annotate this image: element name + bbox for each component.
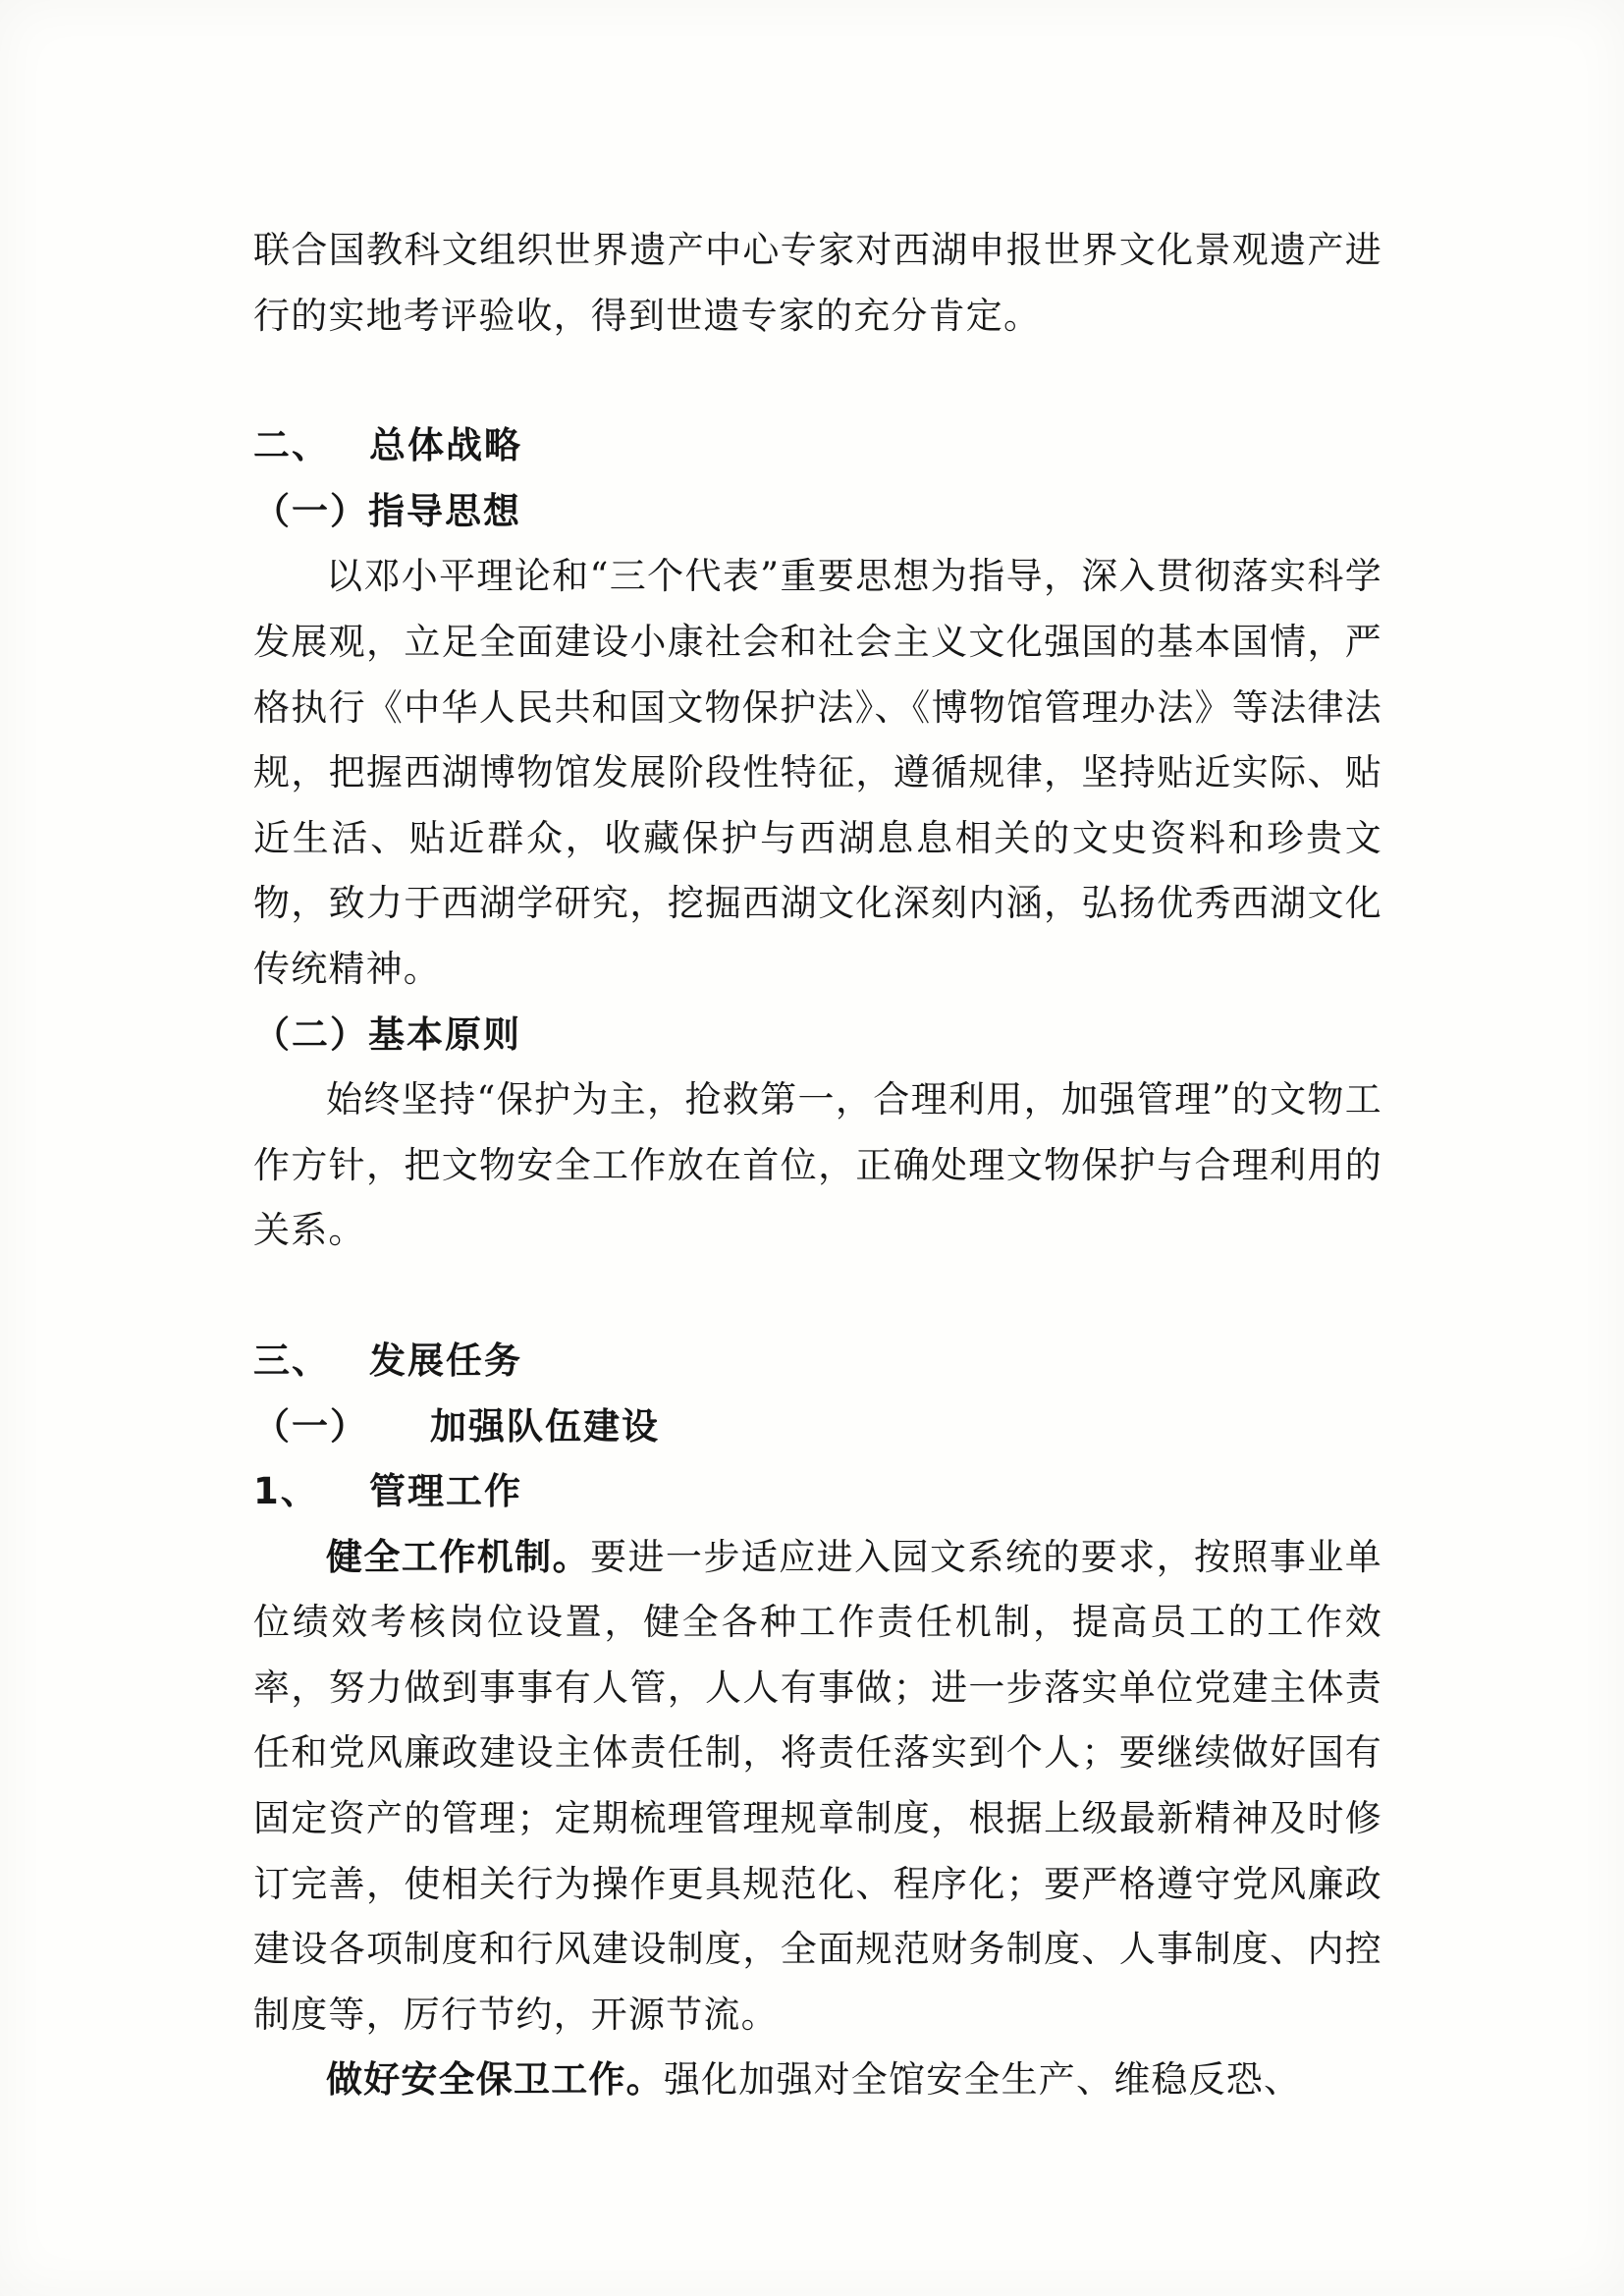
spacer [253, 1264, 1382, 1329]
spacer [253, 349, 1382, 413]
security-lead: 做好安全保卫工作。 [326, 2058, 664, 2102]
work-mechanism-body: 要进一步适应进入园文系统的要求，按照事业单位绩效考核岗位设置，健全各种工作责任机制，提高员工的工作效率，努力做到事事有人管，人人有事做；进一步落实单位党建主体责任和党风廉政建设主体责任制，将责任落实到个人；要继续做好国有固定资产的管理；定期梳理管理规章制度，根据上级最新精神及时修订完善，使相关行为操作更具规范化、程序化；要严格遵守党风廉政建设各项制度和行风建设制度，全面规范财务制度、人事制度、内控制度等，厉行节约，开源节流。 [253, 1535, 1382, 2036]
section-3-sub1-title: 加强队伍建设 [430, 1404, 660, 1448]
work-mechanism-paragraph [253, 1525, 1382, 2049]
section-2-sub1-number: （一） [253, 489, 368, 532]
section-3-number: 三、 [253, 1339, 330, 1382]
section-2-sub1-heading [253, 479, 1382, 545]
section-2-number: 二、 [253, 424, 330, 467]
section-2-sub1-title: 指导思想 [368, 489, 521, 532]
section-3-item1-heading [253, 1459, 1382, 1525]
section-3-item1-title: 管理工作 [369, 1470, 522, 1513]
section-3-item1-number: 1、 [253, 1470, 319, 1513]
section-3-sub1-heading [253, 1394, 1382, 1460]
work-mechanism-lead: 健全工作机制。 [326, 1535, 591, 1578]
section-2-sub2-heading [253, 1003, 1382, 1068]
section-3-heading [253, 1329, 1382, 1394]
document-body [253, 218, 1382, 2113]
section-3-sub1-number: （一） [253, 1404, 368, 1448]
section-2-sub2-number: （二） [253, 1012, 368, 1056]
intro-paragraph: 联合国教科文组织世界遗产中心专家对西湖申报世界文化景观遗产进行的实地考评验收，得到世遗专家的充分肯定。 [253, 229, 1382, 337]
security-paragraph [253, 2048, 1382, 2113]
security-body: 强化加强对全馆安全生产、维稳反恐、 [663, 2058, 1302, 2102]
section-3-title: 发展任务 [369, 1339, 522, 1382]
basic-principle-paragraph: 始终坚持“保护为主，抢救第一，合理利用，加强管理”的文物工作方针，把文物安全工作放在首位，正确处理文物保护与合理利用的关系。 [253, 1078, 1382, 1252]
section-2-sub2-title: 基本原则 [368, 1012, 521, 1056]
section-2-title: 总体战略 [369, 424, 522, 467]
section-2-heading [253, 413, 1382, 479]
guiding-thought-paragraph: 以邓小平理论和“三个代表”重要思想为指导，深入贯彻落实科学发展观，立足全面建设小康社会和社会主义文化强国的基本国情，严格执行《中华人民共和国文物保护法》、《博物馆管理办法》等法律法规，把握西湖博物馆发展阶段性特征，遵循规律，坚持贴近实际、贴近生活、贴近群众，收藏保护与西湖息息相关的文史资料和珍贵文物，致力于西湖学研究，挖掘西湖文化深刻内涵，弘扬优秀西湖文化传统精神。 [253, 555, 1382, 990]
